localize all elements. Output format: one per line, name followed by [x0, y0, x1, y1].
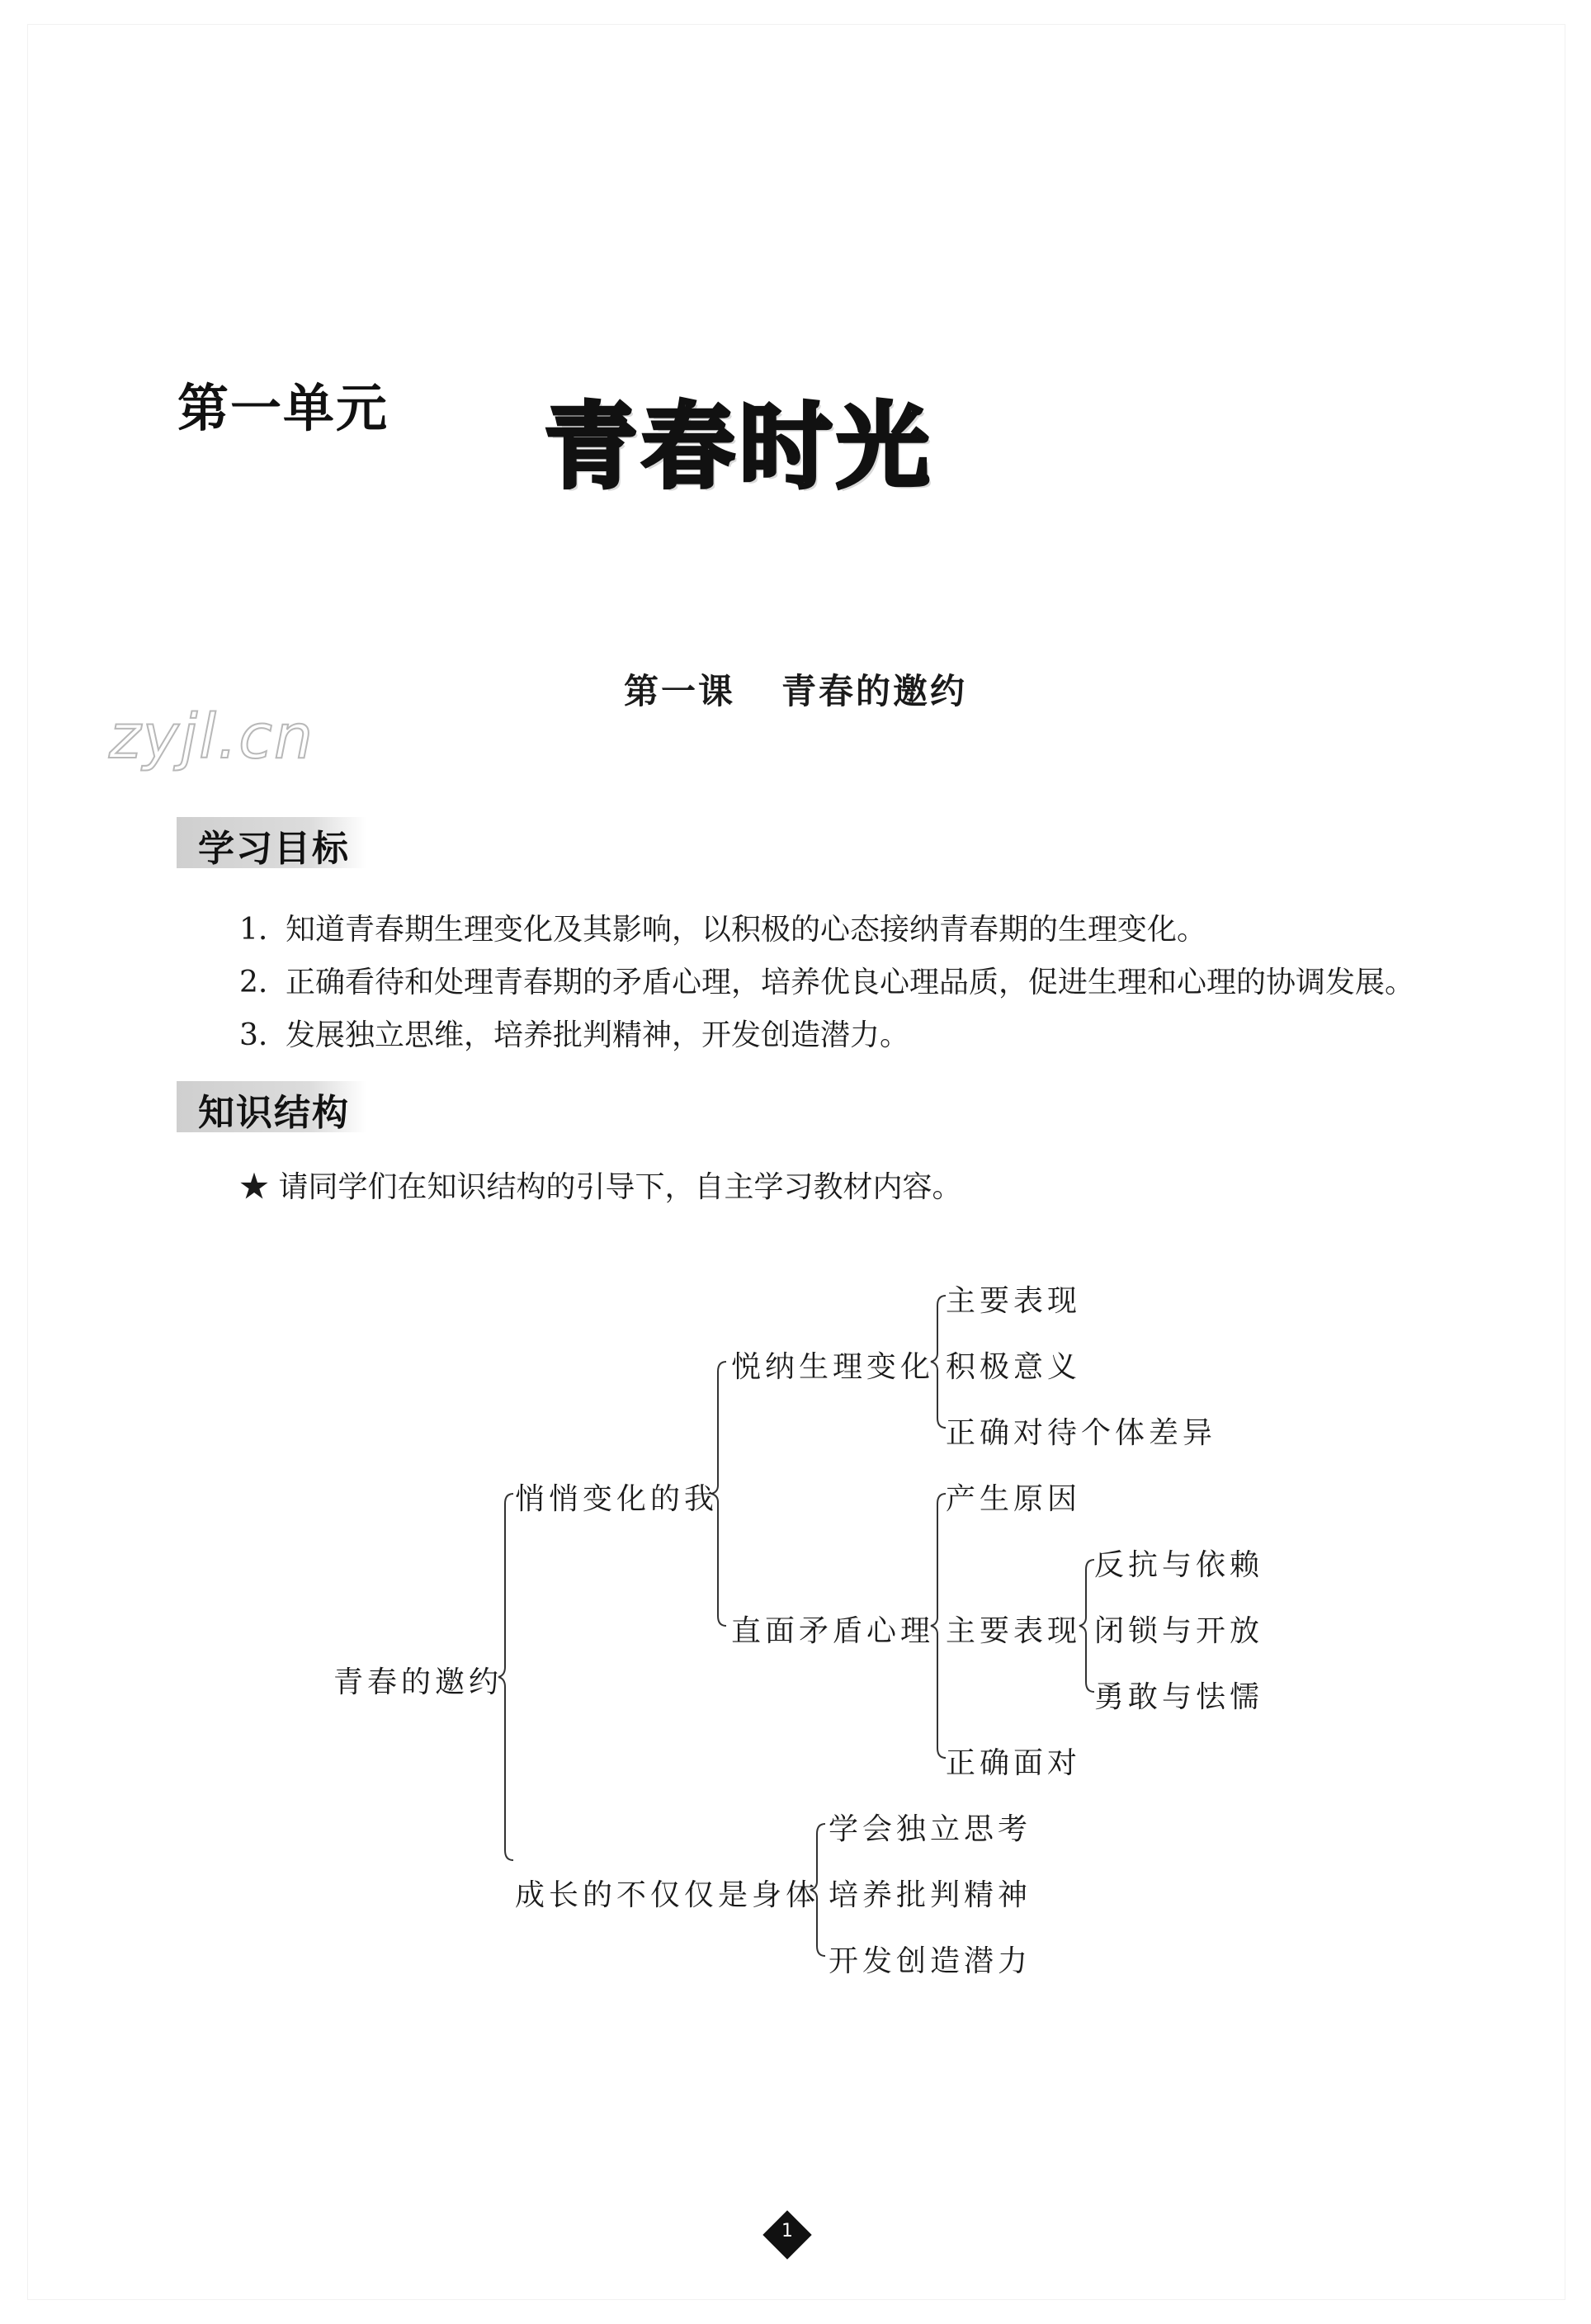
- tree-node-l1a: 悄悄变化的我: [515, 1482, 719, 1516]
- tree-node-l3a2: 积极意义: [946, 1350, 1082, 1384]
- page-number-badge: [762, 2210, 812, 2260]
- goal-item: 1. 知道青春期生理变化及其影响，以积极的心态接纳青春期的生理变化。: [239, 913, 1207, 947]
- goal-item: 3. 发展独立思维，培养批判精神，开发创造潜力。: [239, 1018, 910, 1052]
- tree-node-l3a3: 正确对待个体差异: [946, 1416, 1217, 1450]
- tree-node-l1b: 成长的不仅仅是身体: [515, 1878, 820, 1912]
- tree-node-l3a1: 主要表现: [946, 1284, 1082, 1318]
- l3b2-brace: [1079, 1560, 1094, 1692]
- section-heading-goals-label: 学习目标: [198, 828, 350, 870]
- tree-node-l3b2: 主要表现: [946, 1614, 1082, 1648]
- tree-node-l4-2: 闭锁与开放: [1094, 1614, 1264, 1648]
- tree-node-l2c2: 培养批判精神: [829, 1878, 1032, 1912]
- tree-node-l4-1: 反抗与依赖: [1094, 1548, 1264, 1582]
- tree-node-l2c1: 学会独立思考: [829, 1812, 1032, 1846]
- unit-label: 第一单元: [177, 378, 389, 438]
- tree-root: 青春的邀约: [333, 1665, 503, 1699]
- tree-node-l2a: 悦纳生理变化: [731, 1350, 935, 1384]
- unit-title: 青春时光: [545, 394, 934, 501]
- watermark: zyjl.cn: [109, 701, 314, 772]
- tree-node-l4-3: 勇敢与怯懦: [1094, 1680, 1264, 1714]
- lesson-name: 青春的邀约: [781, 671, 968, 711]
- instruction-text: ★ 请同学们在知识结构的引导下，自主学习教材内容。: [239, 1170, 962, 1204]
- goal-item: 2. 正确看待和处理青春期的矛盾心理，培养优良心理品质，促进生理和心理的协调发展。: [239, 966, 1415, 999]
- tree-node-l2b: 直面矛盾心理: [731, 1614, 935, 1648]
- page-number: 1: [781, 2221, 793, 2241]
- tree-node-l2c3: 开发创造潜力: [829, 1944, 1032, 1978]
- tree-node-l3b1: 产生原因: [946, 1482, 1082, 1516]
- lesson-number: 第一课: [623, 671, 735, 711]
- tree-node-l3b3: 正确面对: [946, 1746, 1082, 1780]
- section-heading-structure-label: 知识结构: [198, 1092, 350, 1134]
